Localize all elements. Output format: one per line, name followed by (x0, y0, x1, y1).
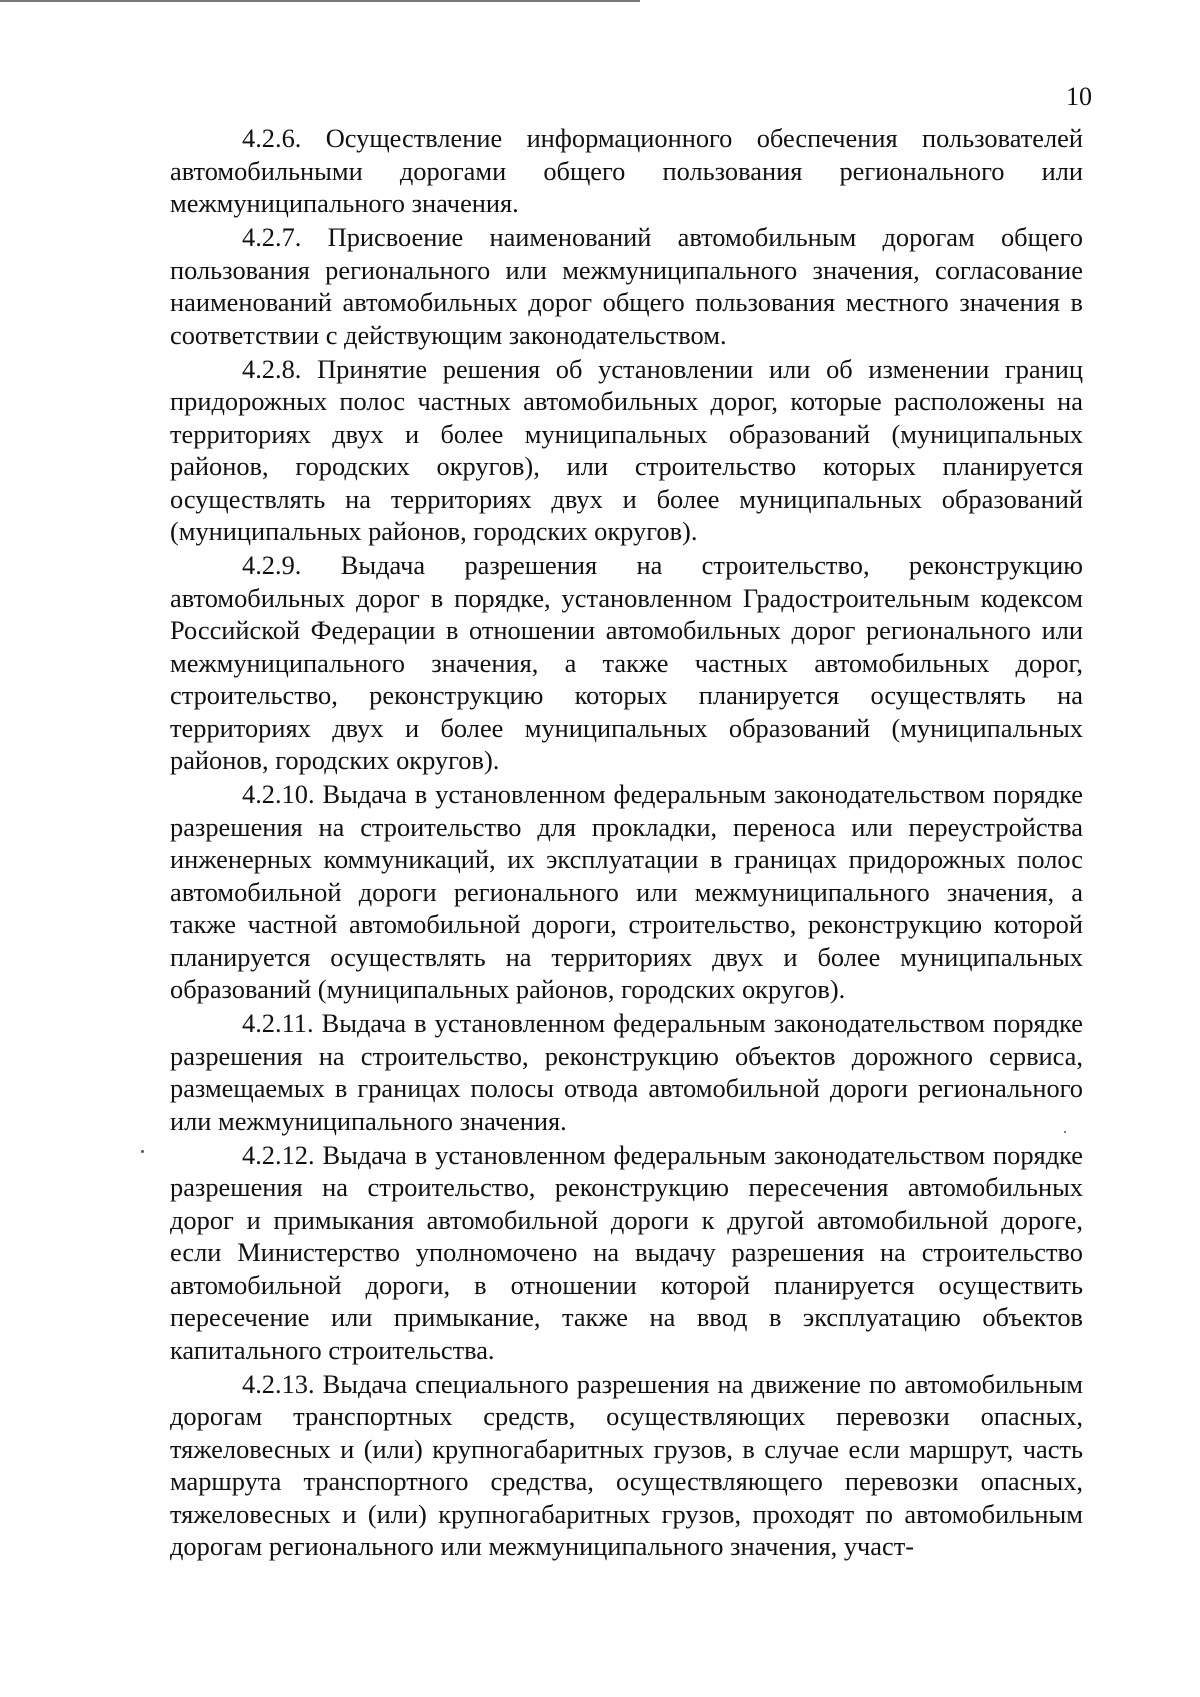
paragraph-4-2-9: 4.2.9. Выдача разрешения на строительство, реконструкцию автомобильных дорог в порядке, установленном Градостроительным кодексом Российской Федерации в отношении автомобильных дорог регионального или межмуниципального значения, а также частных автомобильных дорог, строительство, реконструкцию которых планируется осуществлять на территориях двух и более муниципальных образований (муниципальных районов, городских округов). (170, 550, 1083, 775)
paragraph-4-2-7: 4.2.7. Присвоение наименований автомобильным дорогам общего пользования регионального или межмуниципального значения, согласование наименований автомобильных дорог общего пользования местного значения в соответствии с действующим законодательством. (170, 222, 1083, 350)
paragraph-4-2-11: 4.2.11. Выдача в установленном федеральным законодательством порядке разрешения на строительство, реконструкцию объектов дорожного сервиса, размещаемых в границах полосы отвода автомобильной дороги регионального или межмуниципального значения. (170, 1008, 1083, 1136)
scan-speck (1064, 1131, 1066, 1133)
paragraph-4-2-8: 4.2.8. Принятие решения об установлении или об изменении границ придорожных полос частных автомобильных дорог, которые расположены на территориях двух и более муниципальных образований (муниципальных районов, городских округов), или строительство которых планируется осуществлять на территориях двух и более муниципальных образований (муниципальных районов, городских округов). (170, 353, 1083, 546)
paragraph-4-2-12: 4.2.12. Выдача в установленном федеральным законодательством порядке разрешения на строительство, реконструкцию пересечения автомобильных дорог и примыкания автомобильной дороги к другой автомобильной дороге, если Министерство уполномочено на выдачу разрешения на строительство автомобильной дороги, в отношении которой планируется осуществить пересечение или примыкание, также на ввод в эксплуатацию объектов капитального строительства. (170, 1139, 1083, 1365)
scan-edge-line (0, 0, 640, 2)
document-body (170, 122, 1083, 1564)
page-number: 10 (1066, 82, 1092, 111)
paragraph-4-2-13: 4.2.13. Выдача специального разрешения на движение по автомобильным дорогам транспортных средств, осуществляющих перевозки опасных, тяжеловесных и (или) крупногабаритных грузов, в случае если маршрут, часть маршрута транспортного средства, осуществляющего перевозки опасных, тяжеловесных и (или) крупногабаритных грузов, проходят по автомобильным дорогам регионального или межмуниципального значения, участ- (170, 1368, 1083, 1561)
scan-speck (141, 1150, 144, 1153)
paragraph-4-2-6: 4.2.6. Осуществление информационного обеспечения пользователей автомобильными дорогами общего пользования регионального или межмуниципального значения. (170, 123, 1083, 218)
paragraph-4-2-10: 4.2.10. Выдача в установленном федеральным законодательством порядке разрешения на строительство для прокладки, переноса или переустройства инженерных коммуникаций, их эксплуатации в границах придорожных полос автомобильной дороги регионального или межмуниципального значения, а также частной автомобильной дороги, строительство, реконструкцию которой планируется осуществлять на территориях двух и более муниципальных образований (муниципальных районов, городских округов). (170, 779, 1083, 1004)
